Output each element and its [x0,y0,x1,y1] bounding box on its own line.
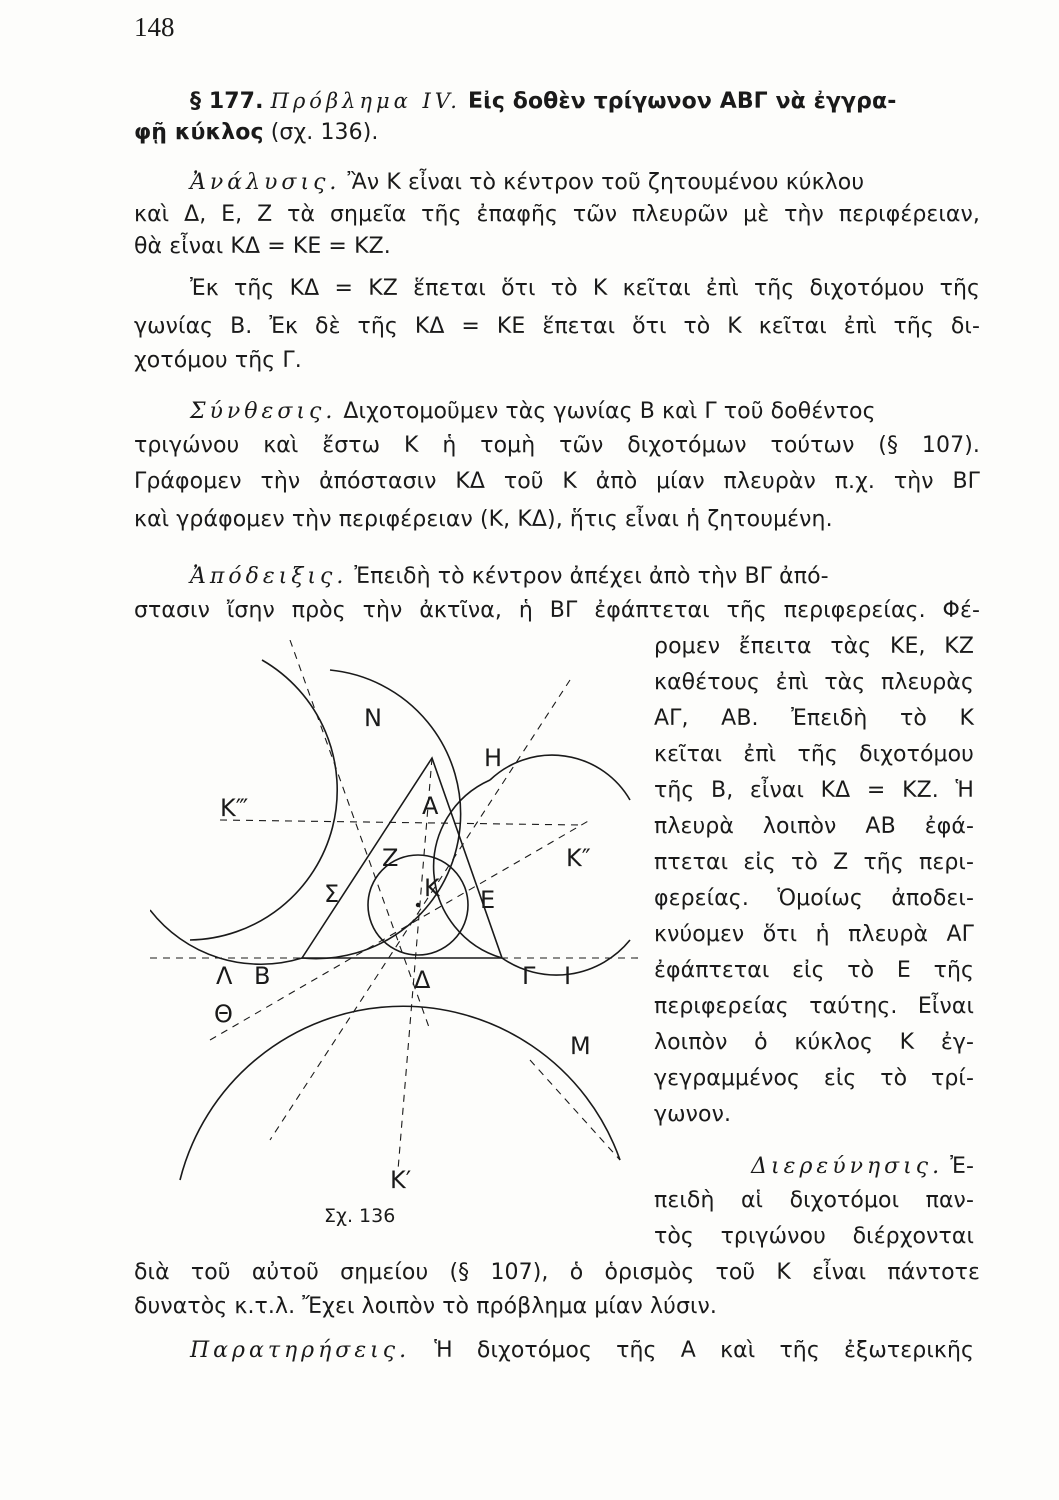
problem-label: Πρόβλημα IV. [270,89,461,113]
page-number: 148 [134,12,175,42]
label-k1: Κ′ [390,1166,412,1194]
label-theta: Θ [214,1000,233,1028]
figure-136 [150,640,640,1230]
label-delta: Δ [414,966,431,994]
excircle-right [434,755,630,975]
section-number: § 177. [190,89,264,114]
synthesis-label: Σύνθεσις. [190,399,337,424]
discussion-right-1 [712,1152,974,1182]
proof-right-4: κεῖται ἐπὶ τῆς διχοτόμου [654,742,974,767]
synthesis-line1 [190,397,980,427]
analysis-line6: χοτόμου τῆς Γ. [134,348,302,373]
bisector-tail [530,1060,620,1160]
bisector-external [220,820,580,825]
discussion-text1: Ἐ- [950,1154,974,1179]
proof-right-1: ρομεν ἔπειτα τὰς ΚΕ, ΚΖ [654,634,974,659]
label-k: Κ [424,874,440,902]
label-z: Ζ [382,844,399,872]
proof-right-5: τῆς Β, εἶναι ΚΔ = ΚΖ. Ἡ [654,778,974,803]
figure-ref: (σχ. 136). [270,120,379,145]
discussion-line2: δυνατὸς κ.τ.λ. Ἔχει λοιπὸν τὸ πρόβλημα μίαν λύσιν. [134,1294,718,1319]
analysis-line2: καὶ Δ, Ε, Ζ τὰ σημεῖα τῆς ἐπαφῆς τῶν πλευρῶν μὲ τὴν περιφέρειαν, [134,202,980,227]
proof-right-10: ἐφάπτεται εἰς τὸ Ε τῆς [654,958,974,983]
analysis-line3: θὰ εἶναι ΚΔ = ΚΕ = ΚΖ. [134,234,391,259]
center-k-dot [416,903,420,907]
remarks-line1 [190,1336,974,1366]
bisector-g [270,680,570,1140]
discussion-right-3: τὸς τριγώνου διέρχονται [654,1224,974,1249]
proof-right-8: φερείας. Ὁμοίως ἀποδει- [654,886,974,911]
proof-text1: Ἐπειδὴ τὸ κέντρον ἀπέχει ἀπὸ τὴν ΒΓ ἀπό- [354,564,829,589]
proof-right-13: γεγραμμένος εἰς τὸ τρί- [654,1066,974,1091]
label-a: Α [422,792,439,820]
synthesis-line4: καὶ γράφομεν τὴν περιφέρειαν (Κ, ΚΔ), ἥτις εἶναι ἡ ζητουμένη. [134,507,833,532]
discussion-label: Διερεύνησις. [751,1154,944,1179]
proof-line1 [190,562,980,592]
excircle-left-arc [190,660,340,940]
problem-title-line1: Εἰς δοθὲν τρίγωνον ΑΒΓ νὰ ἐγγρα- [468,89,897,114]
excircle-bottom [180,1006,620,1180]
label-b: Β [254,962,271,990]
label-lambda: Λ [216,962,233,990]
proof-right-11: περιφερείας ταύτης. Εἶναι [654,994,974,1019]
proof-right-12: λοιπὸν ὁ κύκλος Κ ἐγ- [654,1030,974,1055]
label-sigma: Σ [324,880,340,908]
label-k2: Κ″ [566,844,591,872]
label-n: Ν [364,704,382,732]
problem-heading [190,86,980,117]
synthesis-line3: Γράφομεν τὴν ἀπόστασιν ΚΔ τοῦ Κ ἀπὸ μίαν πλευρὰν π.χ. τὴν ΒΓ [134,469,980,494]
label-h: Η [484,744,503,772]
analysis-label: Ἀνάλυσις. [190,170,341,195]
excircle-left-arc2 [262,659,433,962]
analysis-line1 [190,168,980,198]
proof-right-3: ΑΓ, ΑΒ. Ἐπειδὴ τὸ Κ [654,706,974,731]
proof-label: Ἀπόδειξις. [190,564,348,589]
label-k3: Κ‴ [220,794,249,822]
synthesis-line2: τριγώνου καὶ ἔστω Κ ἡ τομὴ τῶν διχοτόμων τούτων (§ 107). [134,433,980,458]
label-gamma: Γ [522,962,536,990]
discussion-right-2: πειδὴ αἱ διχοτόμοι παν- [654,1188,974,1213]
proof-right-9: κνύομεν ὅτι ἡ πλευρὰ ΑΓ [654,922,974,947]
bisector-b [290,640,430,1030]
proof-right-7: πτεται εἰς τὸ Ζ τῆς περι- [654,850,974,875]
problem-title-line2: φῇ κύκλος [134,120,264,145]
proof-right-2: καθέτους ἐπὶ τὰς πλευρὰς [654,670,974,695]
remarks-text1: Ἡ διχοτόμος τῆς Α καὶ τῆς ἐξωτερικῆς [434,1338,974,1363]
analysis-line4: Ἐκ τῆς ΚΔ = ΚΖ ἕπεται ὅτι τὸ Κ κεῖται ἐπὶ τῆς διχοτόμου τῆς [190,276,980,301]
label-e: Ε [480,886,496,914]
figure-caption: Σχ. 136 [324,1205,396,1227]
analysis-line5: γωνίας Β. Ἐκ δὲ τῆς ΚΔ = ΚΕ ἕπεται ὅτι τὸ Κ κεῖται ἐπὶ τῆς δι- [134,314,980,339]
proof-right-14: γωνον. [654,1102,732,1127]
remarks-label: Παρατηρήσεις. [190,1338,411,1363]
label-i: Ι [564,962,572,990]
proof-line2: στασιν ἴσην πρὸς τὴν ἀκτῖνα, ἡ ΒΓ ἐφάπτεται τῆς περιφερείας. Φέ- [134,598,980,623]
proof-right-6: πλευρὰ λοιπὸν ΑΒ ἐφά- [654,814,974,839]
synthesis-text1: Διχοτομοῦμεν τὰς γωνίας Β καὶ Γ τοῦ δοθέντος [343,399,876,424]
label-m: Μ [570,1032,591,1060]
problem-heading-line2 [134,118,379,148]
discussion-line1: διὰ τοῦ αὐτοῦ σημείου (§ 107), ὁ ὁρισμὸς τοῦ Κ εἶναι πάντοτε [134,1260,980,1285]
analysis-text1: Ἂν Κ εἶναι τὸ κέντρον τοῦ ζητουμένου κύκλου [347,170,865,195]
